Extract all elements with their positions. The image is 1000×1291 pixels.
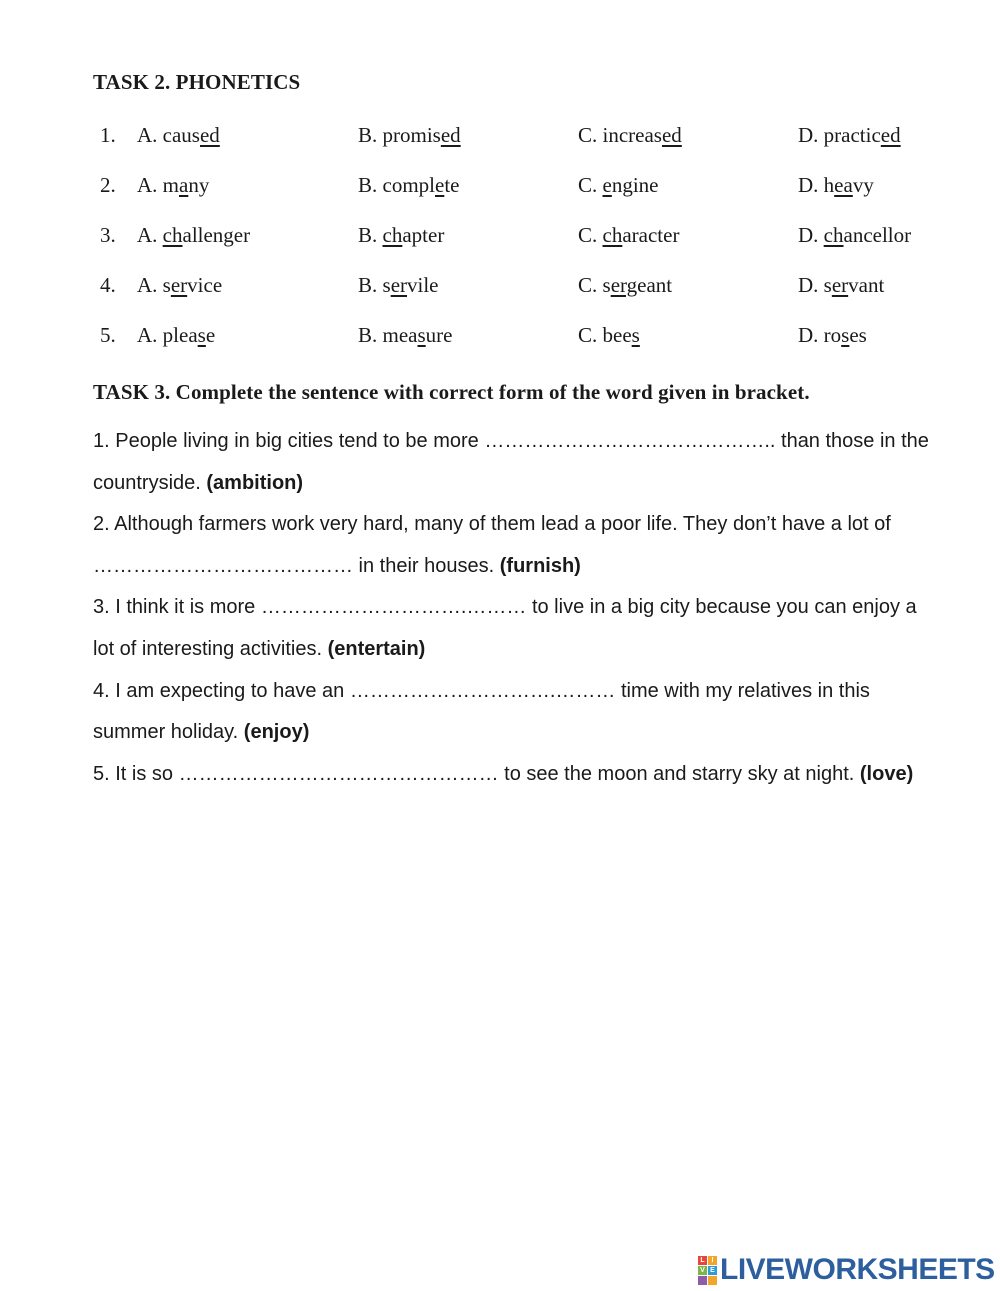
question-row (0, 123, 1000, 153)
option-text: ny (188, 173, 210, 197)
option-text: eant (637, 273, 673, 297)
option-c[interactable] (578, 173, 659, 198)
option-a[interactable] (137, 123, 220, 148)
option-d[interactable] (798, 323, 867, 348)
option-text: apter (402, 223, 445, 247)
logo-block: L (698, 1256, 707, 1265)
task3-sentence-list (93, 421, 933, 795)
option-b[interactable] (358, 273, 439, 298)
underlined-sound: erg (610, 273, 638, 297)
underlined-sound: er (170, 273, 188, 297)
underlined-sound: er (831, 273, 849, 297)
sentence-text: 2. Although farmers work very hard, many of them lead a poor life. They don’t have a lot of ………………………………… in their houses. (93, 513, 891, 577)
underlined-sound: s (197, 323, 206, 347)
given-word: (furnish) (499, 554, 581, 577)
question-number: 4. (100, 273, 116, 297)
underlined-sound: ch (162, 223, 183, 247)
sentence-text: 3. I think it is more ………………………….……… to live in a big city because you can enjoy a lot of interesting activities. (93, 596, 917, 660)
given-word: (love) (859, 762, 914, 785)
sentence-text: 5. It is so ………………………………………… to see the moon and starry sky at night. (93, 762, 860, 785)
question-number: 5. (100, 323, 116, 347)
option-text: vy (852, 173, 874, 197)
option-text: C. (578, 223, 603, 247)
sentence-item (93, 587, 933, 670)
option-text: D. h (798, 173, 835, 197)
option-text: ancellor (843, 223, 912, 247)
option-text: vant (848, 273, 885, 297)
given-word: (enjoy) (243, 721, 310, 744)
option-text: A. plea (137, 323, 198, 347)
underlined-sound: s (841, 323, 850, 347)
underlined-sound: ch (823, 223, 844, 247)
option-text: D. (798, 223, 824, 247)
task2-heading: TASK 2. PHONETICS (93, 70, 301, 94)
underlined-sound: ea (834, 173, 853, 197)
underlined-sound: ed (199, 123, 220, 147)
option-text: A. m (137, 173, 179, 197)
underlined-sound: ed (661, 123, 682, 147)
question-row (0, 173, 1000, 203)
option-a[interactable] (137, 223, 250, 248)
sentence-item (93, 504, 933, 587)
sentence-item (93, 754, 933, 796)
option-text: C. increas (578, 123, 662, 147)
logo-block: E (708, 1266, 717, 1275)
option-c[interactable] (578, 323, 640, 348)
option-d[interactable] (798, 273, 884, 298)
option-text: vice (187, 273, 223, 297)
option-b[interactable] (358, 323, 453, 348)
option-text: C. (578, 173, 603, 197)
option-text: C. bee (578, 323, 632, 347)
option-c[interactable] (578, 273, 672, 298)
logo-text: LIVEWORKSHEETS (720, 1253, 995, 1286)
option-text: aracter (622, 223, 680, 247)
liveworksheets-logo (698, 1252, 995, 1288)
option-text: vile (407, 273, 439, 297)
option-c[interactable] (578, 223, 679, 248)
option-d[interactable] (798, 123, 901, 148)
given-word: (ambition) (206, 471, 304, 494)
option-text: te (444, 173, 460, 197)
option-a[interactable] (137, 323, 215, 348)
option-text: D. practic (798, 123, 881, 147)
logo-block: V (698, 1266, 707, 1275)
sentence-text: 4. I am expecting to have an ………………………….……… time with my relatives in this summer holiday. (93, 679, 870, 744)
option-d[interactable] (798, 223, 911, 248)
sentence-item (93, 421, 933, 504)
underlined-sound: er (390, 273, 408, 297)
option-text: B. s (358, 273, 391, 297)
option-text: D. ro (798, 323, 842, 347)
logo-block: I (708, 1256, 717, 1265)
option-text: es (849, 323, 867, 347)
underlined-sound: e (435, 173, 445, 197)
option-b[interactable] (358, 223, 444, 248)
option-text: C. s (578, 273, 611, 297)
sentence-item (93, 671, 933, 754)
option-c[interactable] (578, 123, 682, 148)
option-text: ure (425, 323, 453, 347)
option-text: B. mea (358, 323, 418, 347)
underlined-sound: s (417, 323, 426, 347)
question-number: 3. (100, 223, 116, 247)
option-text: A. s (137, 273, 171, 297)
sentence-text: 1. People living in big cities tend to be more …………………………………….. than those in the countryside. (93, 430, 929, 494)
underlined-sound: ed (440, 123, 461, 147)
option-b[interactable] (358, 123, 461, 148)
logo-block (708, 1276, 717, 1285)
option-text: e (205, 323, 216, 347)
option-text: A. (137, 223, 163, 247)
question-number: 1. (100, 123, 116, 147)
given-word: (entertain) (327, 637, 426, 660)
option-a[interactable] (137, 273, 222, 298)
option-a[interactable] (137, 173, 209, 198)
question-row (0, 223, 1000, 253)
option-text: D. s (798, 273, 832, 297)
option-b[interactable] (358, 173, 459, 198)
option-text: A. caus (137, 123, 200, 147)
underlined-sound: ch (382, 223, 403, 247)
option-text: B. compl (358, 173, 435, 197)
option-d[interactable] (798, 173, 874, 198)
option-text: ngine (611, 173, 659, 197)
underlined-sound: e (602, 173, 612, 197)
task3-heading: TASK 3. Complete the sentence with correct form of the word given in bracket. (93, 380, 810, 404)
underlined-sound: s (631, 323, 640, 347)
logo-block (698, 1276, 707, 1285)
option-text: B. (358, 223, 383, 247)
option-text: B. promis (358, 123, 441, 147)
option-text: allenger (182, 223, 251, 247)
underlined-sound: ch (602, 223, 623, 247)
logo-blocks-icon (698, 1256, 717, 1285)
underlined-sound: ed (880, 123, 901, 147)
question-row (0, 273, 1000, 303)
underlined-sound: a (179, 173, 189, 197)
question-number: 2. (100, 173, 116, 197)
question-row (0, 323, 1000, 353)
